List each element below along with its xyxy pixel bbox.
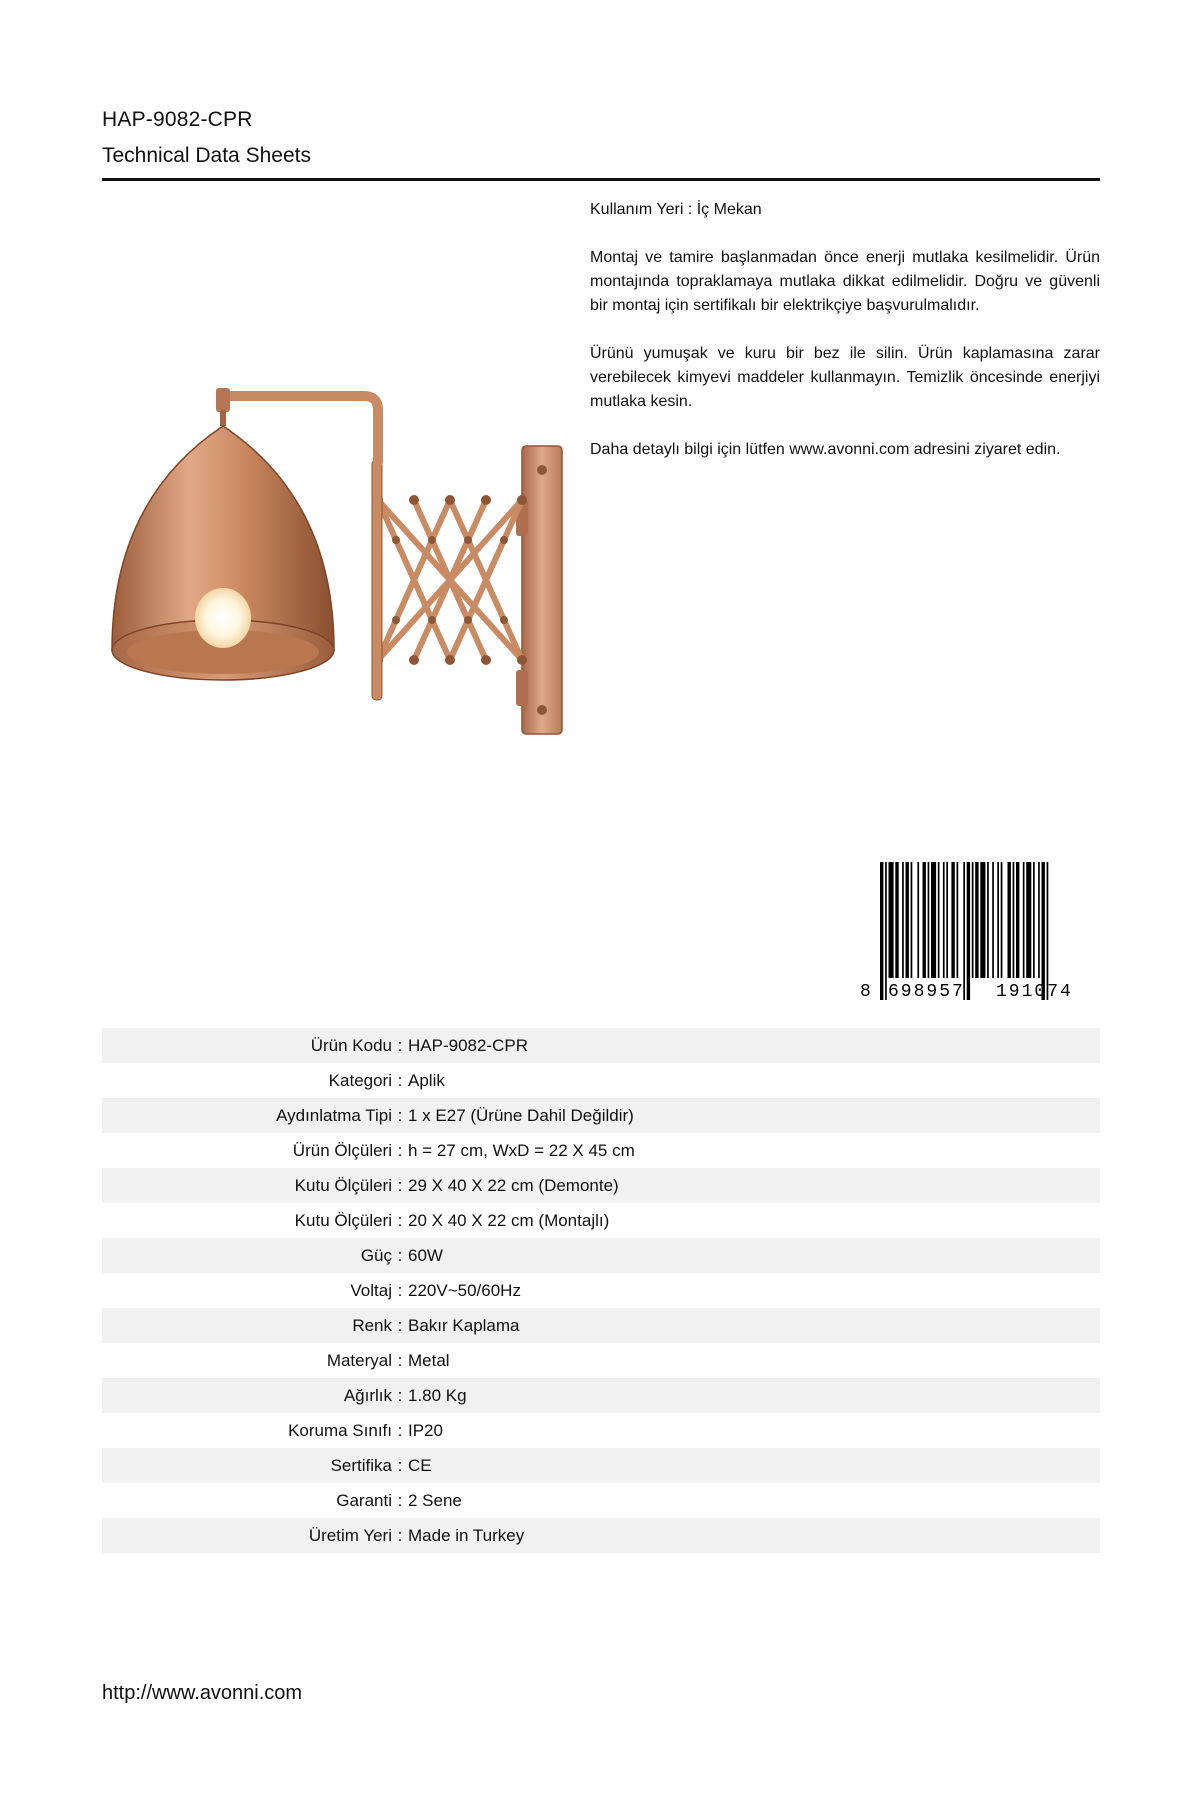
spec-separator: : [397, 1315, 403, 1335]
spec-separator: : [397, 1140, 403, 1160]
barcode-bar [895, 862, 898, 978]
barcode-digit-lead: 8 [860, 982, 871, 1002]
spec-row [102, 1518, 1100, 1553]
spec-value: 1.80 Kg [408, 1385, 467, 1405]
usage-info-panel [590, 198, 1100, 486]
spec-separator: : [397, 1455, 403, 1475]
spec-row [102, 1133, 1100, 1168]
spec-row [102, 1098, 1100, 1133]
spec-label: Üretim Yeri [308, 1525, 392, 1545]
spec-value: Bakır Kaplama [408, 1315, 520, 1335]
spec-value: Aplik [408, 1070, 445, 1090]
document-header [102, 108, 1100, 168]
barcode-bar [1038, 862, 1040, 978]
spec-separator: : [397, 1105, 403, 1125]
spec-row [102, 1203, 1100, 1238]
spec-value: 20 X 40 X 22 cm (Montajlı) [408, 1210, 610, 1230]
barcode-bar [889, 862, 894, 978]
spec-row [102, 1028, 1100, 1063]
barcode-bar [951, 862, 954, 978]
barcode-bar [880, 862, 883, 1000]
spec-value: 220V~50/60Hz [408, 1280, 521, 1300]
spec-value: 1 x E27 (Ürüne Dahil Değildir) [408, 1105, 634, 1125]
barcode-bar [885, 862, 887, 1000]
spec-value: CE [408, 1455, 432, 1475]
barcode-ean13 [858, 862, 1100, 1002]
barcode-bar [1026, 862, 1031, 978]
barcode-bar [923, 862, 926, 978]
footer-url[interactable]: http://www.avonni.com [102, 1682, 303, 1704]
barcode-bar [987, 862, 989, 978]
spec-label: Aydınlatma Tipi [276, 1105, 392, 1125]
spec-row [102, 1343, 1100, 1378]
spec-label: Garanti [336, 1490, 392, 1510]
product-photo-wall-lamp [102, 200, 582, 760]
barcode-bar [1013, 862, 1015, 978]
barcode-bar [992, 862, 994, 978]
spec-separator: : [397, 1210, 403, 1230]
barcode-bar [1033, 862, 1035, 978]
spec-separator: : [397, 1420, 403, 1440]
spec-value: IP20 [408, 1420, 443, 1440]
barcode-bar [1023, 862, 1025, 978]
product-code-title: HAP-9082-CPR [102, 108, 253, 131]
barcode-bar [917, 862, 919, 978]
barcode-digits-right: 191074 [996, 982, 1073, 1002]
spec-separator: : [397, 1490, 403, 1510]
barcode-bar [975, 862, 978, 978]
spec-separator: : [397, 1070, 403, 1090]
more-info-paragraph: Daha detaylı bilgi için lütfen www.avonni.com adresini ziyaret edin. [590, 441, 1061, 458]
spec-value: Made in Turkey [408, 1525, 525, 1545]
spec-row [102, 1238, 1100, 1273]
barcode-bar [1047, 862, 1049, 1000]
spec-row [102, 1273, 1100, 1308]
barcode-bar [1008, 862, 1011, 978]
barcode-digits-left: 698957 [888, 982, 965, 1002]
spec-label: Kutu Ölçüleri [294, 1210, 392, 1230]
spec-label: Voltaj [350, 1280, 392, 1300]
barcode-bar [902, 862, 904, 978]
spec-value: 60W [408, 1245, 443, 1265]
spec-label: Ürün Ölçüleri [292, 1140, 392, 1160]
spec-label: Renk [352, 1315, 392, 1335]
spec-separator: : [397, 1280, 403, 1300]
barcode-bar [943, 862, 945, 978]
barcode-bar [967, 862, 970, 1000]
barcode-bar [1001, 862, 1003, 978]
barcode-bar [911, 862, 913, 978]
barcode-bar [972, 862, 974, 978]
barcode-bar [938, 862, 940, 978]
spec-row [102, 1378, 1100, 1413]
spec-separator: : [397, 1385, 403, 1405]
spec-row [102, 1063, 1100, 1098]
spec-row [102, 1168, 1100, 1203]
spec-value: h = 27 cm, WxD = 22 X 45 cm [408, 1140, 635, 1160]
spec-label: Güç [360, 1245, 392, 1265]
barcode-bar [946, 862, 948, 978]
spec-label: Sertifika [330, 1455, 392, 1475]
barcode-bars [880, 862, 1048, 1000]
usage-location: Kullanım Yeri : İç Mekan [590, 201, 762, 218]
barcode-bar [1016, 862, 1019, 978]
barcode-bar [906, 862, 909, 978]
spec-label: Kategori [328, 1070, 392, 1090]
spec-row [102, 1483, 1100, 1518]
spec-row [102, 1413, 1100, 1448]
spec-label: Ağırlık [343, 1385, 392, 1405]
spec-separator: : [397, 1035, 403, 1055]
barcode-bar [963, 862, 965, 1000]
spec-value: Metal [408, 1350, 450, 1370]
spec-separator: : [397, 1350, 403, 1370]
document-subtitle: Technical Data Sheets [102, 144, 311, 167]
header-divider [102, 178, 1100, 181]
spec-separator: : [397, 1525, 403, 1545]
spec-label: Ürün Kodu [310, 1035, 392, 1055]
cleaning-paragraph: Ürünü yumuşak ve kuru bir bez ile silin. Ürün kaplamasına zarar verebilecek kimyevi maddeler kullanmayın. Temizlik öncesinde enerjiyi mutlaka kesin. [590, 345, 1100, 410]
specifications-table [102, 1028, 1100, 1553]
spec-separator: : [397, 1245, 403, 1265]
spec-value: 2 Sene [408, 1490, 462, 1510]
barcode-bar [928, 862, 930, 978]
spec-row [102, 1308, 1100, 1343]
spec-label: Materyal [326, 1350, 392, 1370]
safety-paragraph: Montaj ve tamire başlanmadan önce enerji mutlaka kesilmelidir. Ürün montajında topraklamaya mutlaka dikkat edilmelidir. Doğru ve güvenli bir montaj için sertifikalı bir elektrikçiye başvurulmalıdır. [590, 249, 1100, 314]
spec-label: Kutu Ölçüleri [294, 1175, 392, 1195]
spec-value: 29 X 40 X 22 cm (Demonte) [408, 1175, 619, 1195]
barcode-bar [957, 862, 959, 978]
spec-value: HAP-9082-CPR [408, 1035, 528, 1055]
barcode-bar [980, 862, 985, 978]
spec-label: Koruma Sınıfı [288, 1420, 392, 1440]
spec-separator: : [397, 1175, 403, 1195]
barcode-bar [997, 862, 999, 978]
barcode-bar [931, 862, 936, 978]
spec-row [102, 1448, 1100, 1483]
barcode-bar [1042, 862, 1045, 1000]
